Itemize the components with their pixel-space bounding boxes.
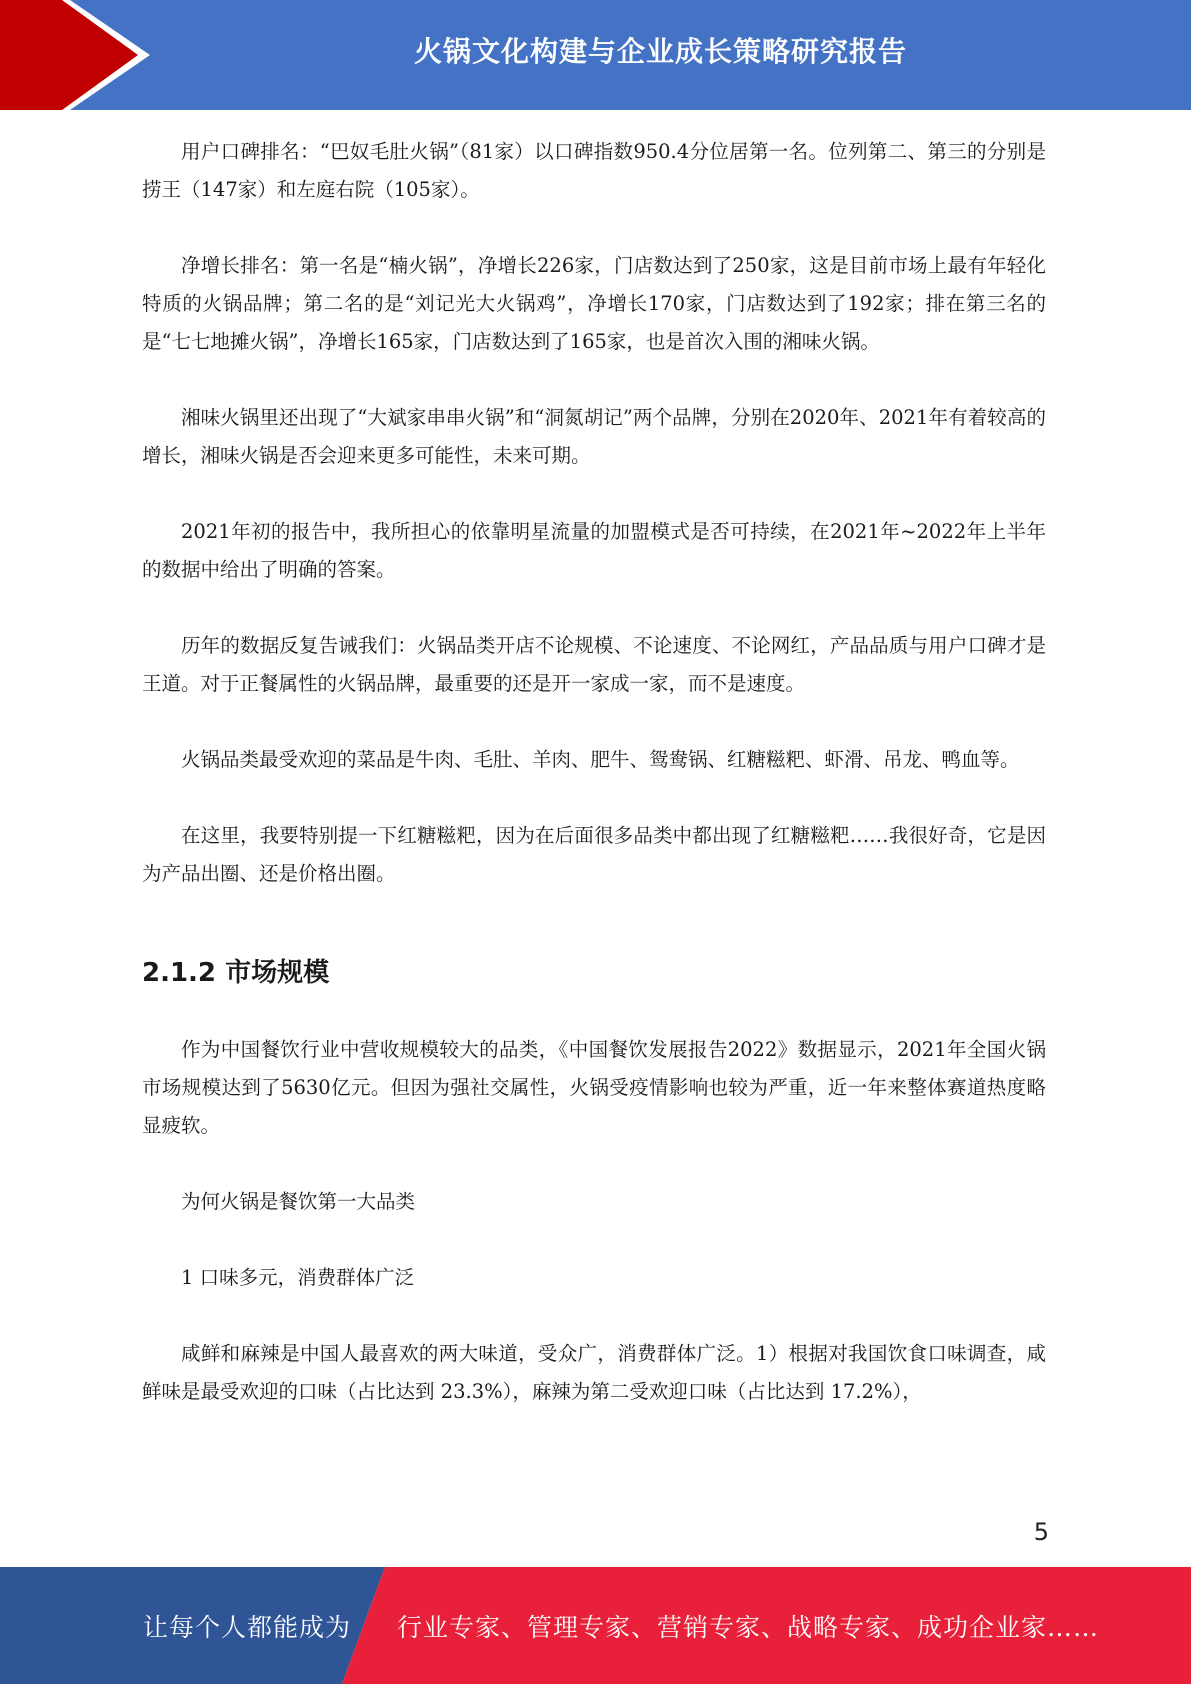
- page-number: 5: [1033, 1518, 1049, 1546]
- footer-slogan-left: 让每个人都能成为: [143, 1612, 352, 1642]
- paragraph: 火锅品类最受欢迎的菜品是牛肉、毛肚、羊肉、肥牛、鸳鸯锅、红糖糍粑、虾滑、吊龙、鸭血等。: [181, 748, 1020, 771]
- paragraph: 用户口碑排名：“巴奴毛肚火锅”（81家）以口碑指数950.4分位居第一名。位列第二、第三的分别是捞王（147家）和左庭右院（105家）。: [142, 140, 1046, 201]
- paragraph: 为何火锅是餐饮第一大品类: [181, 1190, 416, 1213]
- page-footer: [0, 1567, 1191, 1684]
- paragraph: 历年的数据反复告诫我们：火锅品类开店不论规模、不论速度、不论网红，产品品质与用户口碑才是王道。对于正餐属性的火锅品牌，最重要的还是开一家成一家，而不是速度。: [142, 634, 1046, 695]
- paragraph: 净增长排名：第一名是“楠火锅”，净增长226家，门店数达到了250家，这是目前市场上最有年轻化特质的火锅品牌；第二名的是“刘记光大火锅鸡”，净增长170家，门店数达到了192家；排在第三名的是“七七地摊火锅”，净增长165家，门店数达到了165家，也是首次入围的湘味火锅。: [142, 254, 1046, 353]
- paragraph: 1 口味多元，消费群体广泛: [181, 1266, 415, 1289]
- page-header: [0, 0, 1191, 110]
- paragraph: 咸鲜和麻辣是中国人最喜欢的两大味道，受众广，消费群体广泛。1）根据对我国饮食口味调查，咸鲜味是最受欢迎的口味（占比达到 23.3%），麻辣为第二受欢迎口味（占比达到 17.2%），: [142, 1342, 1046, 1403]
- header-title: 火锅文化构建与企业成长策略研究报告: [413, 35, 907, 68]
- paragraph: 作为中国餐饮行业中营收规模较大的品类，《中国餐饮发展报告2022》数据显示，2021年全国火锅市场规模达到了5630亿元。但因为强社交属性，火锅受疫情影响也较为严重，近一年来整体赛道热度略显疲软。: [142, 1038, 1046, 1137]
- footer-slogan-right: 行业专家、管理专家、营销专家、战略专家、成功企业家……: [397, 1612, 1100, 1642]
- paragraph: 2021年初的报告中，我所担心的依靠明星流量的加盟模式是否可持续，在2021年~2022年上半年的数据中给出了明确的答案。: [142, 520, 1046, 581]
- section-heading: 2.1.2 市场规模: [142, 958, 330, 988]
- paragraph: 在这里，我要特别提一下红糖糍粑，因为在后面很多品类中都出现了红糖糍粑……我很好奇，它是因为产品出圈、还是价格出圈。: [142, 824, 1046, 885]
- paragraph: 湘味火锅里还出现了“大斌家串串火锅”和“洞氮胡记”两个品牌，分别在2020年、2021年有着较高的增长，湘味火锅是否会迎来更多可能性，未来可期。: [142, 406, 1046, 467]
- document-body: [142, 133, 1046, 1449]
